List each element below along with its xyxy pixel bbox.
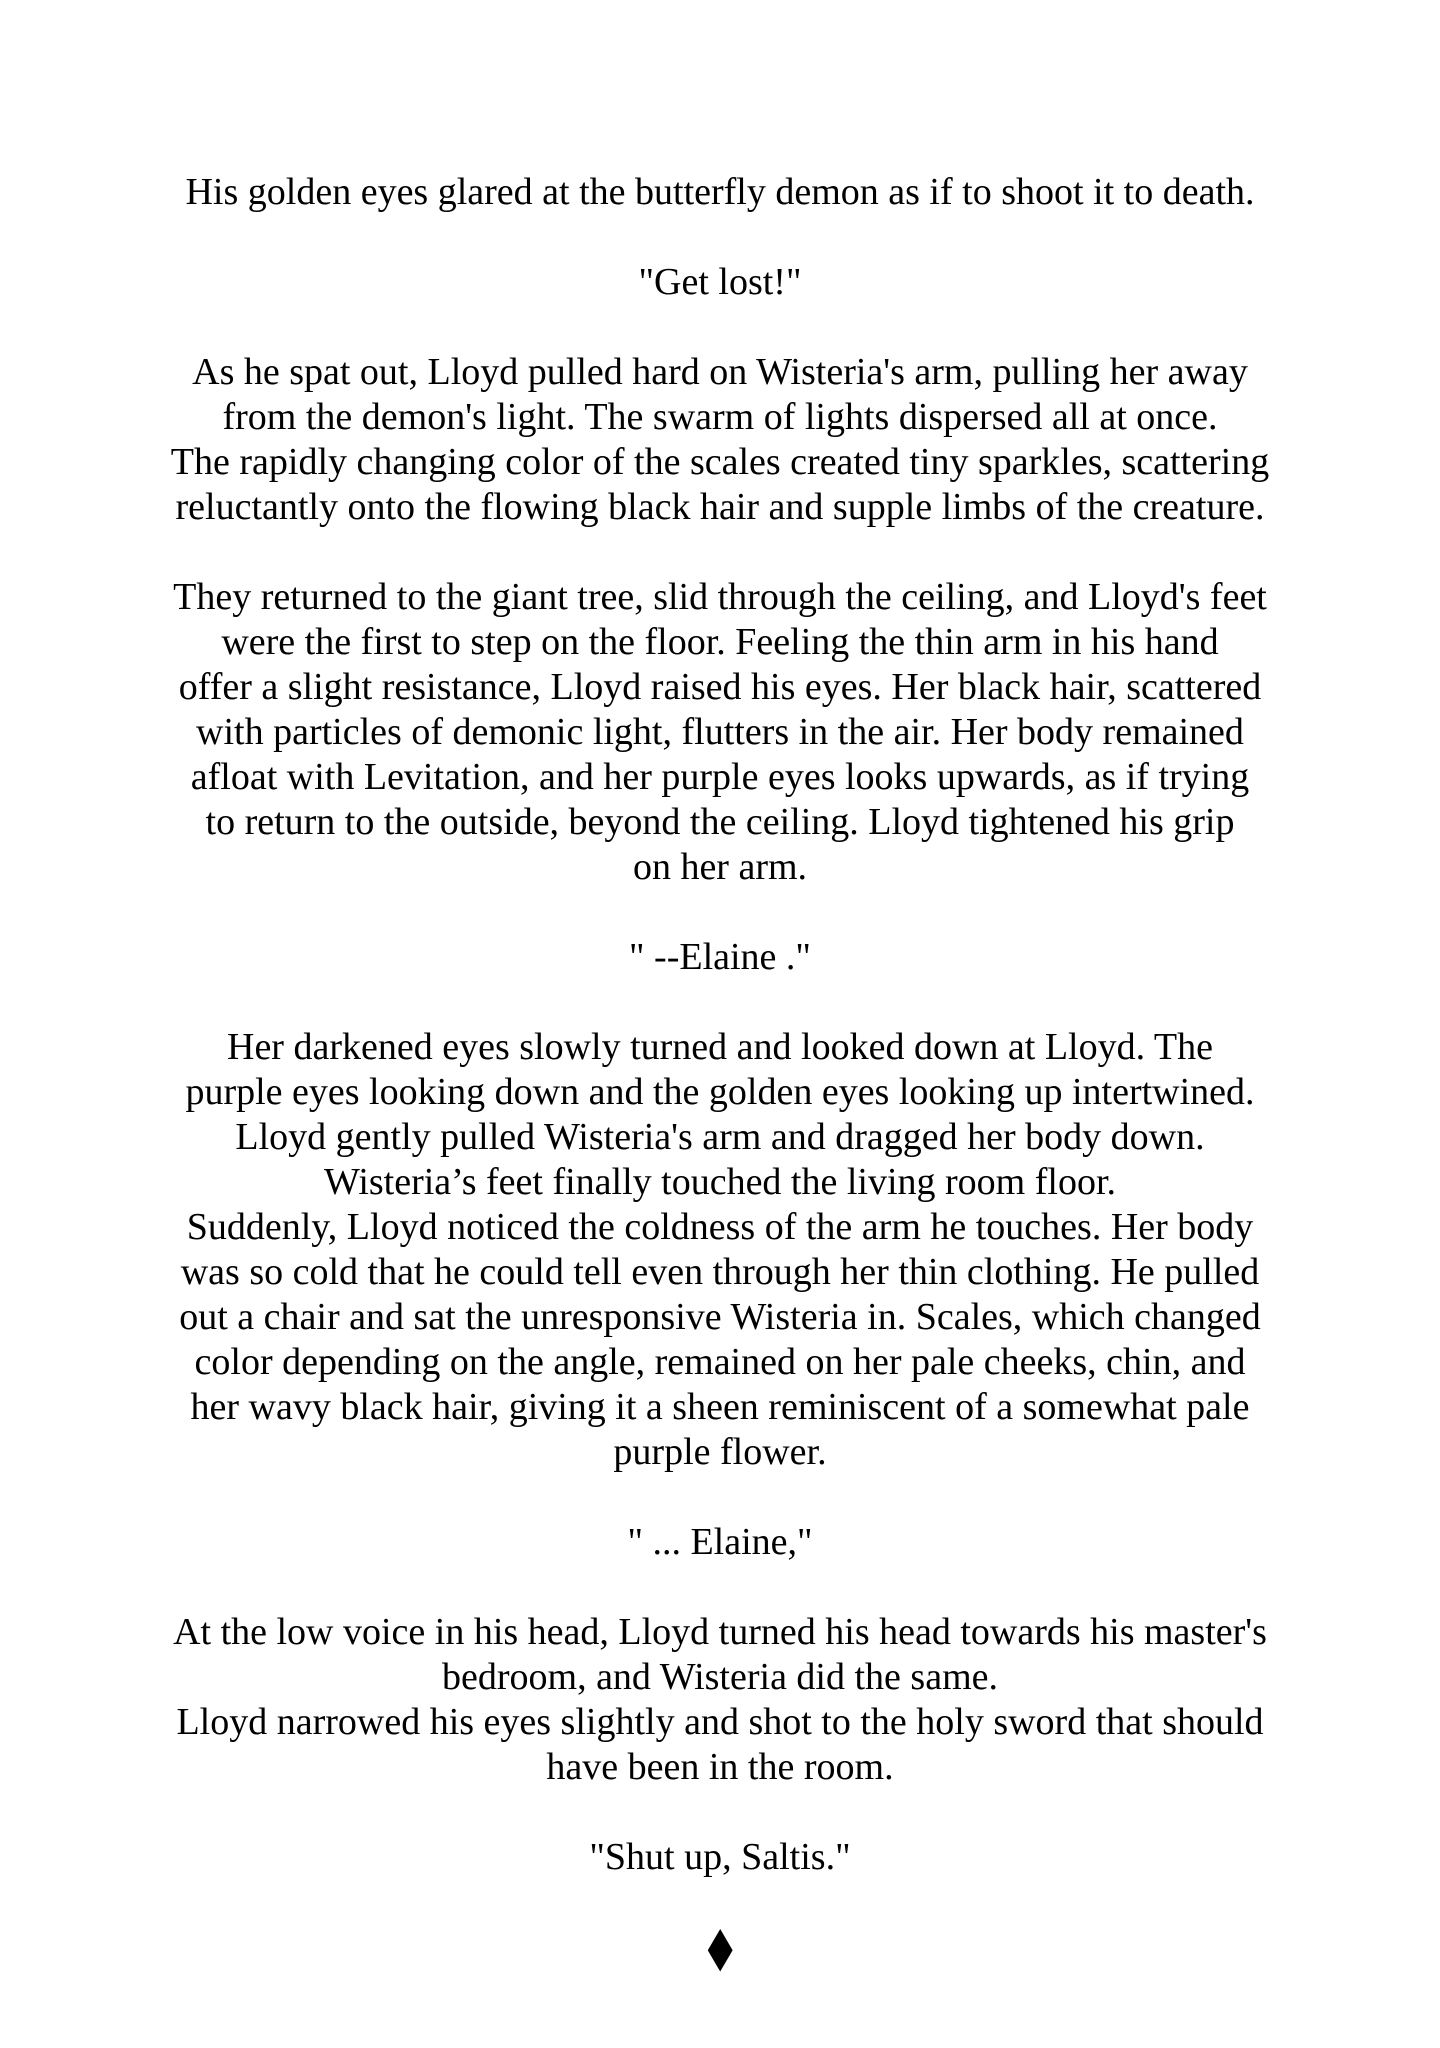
paragraph [88,935,1352,980]
paragraph [88,350,1352,530]
text-line: from the demon's light. The swarm of lights dispersed all at once. [222,396,1218,438]
text-line: purple flower. [613,1431,827,1473]
text-line: her wavy black hair, giving it a sheen reminiscent of a somewhat pale [190,1386,1250,1428]
text-line: His golden eyes glared at the butterfly demon as if to shoot it to death. [185,171,1255,213]
text-line: offer a slight resistance, Lloyd raised his eyes. Her black hair, scattered [178,666,1262,708]
text-line: purple eyes looking down and the golden eyes looking up intertwined. [185,1071,1255,1113]
text-line: As he spat out, Lloyd pulled hard on Wisteria's arm, pulling her away [192,351,1248,393]
text-line: Suddenly, Lloyd noticed the coldness of the arm he touches. Her body [186,1206,1254,1248]
text-line: were the first to step on the floor. Feeling the thin arm in his hand [221,621,1219,663]
paragraph [88,260,1352,305]
text-line: have been in the room. [546,1746,894,1788]
text-line: Lloyd narrowed his eyes slightly and shot to the holy sword that should [176,1701,1264,1743]
scene-break [88,1917,1352,1986]
text-line: The rapidly changing color of the scales created tiny sparkles, scattering [170,441,1270,483]
text-line: At the low voice in his head, Lloyd turned his head towards his master's [173,1611,1267,1653]
text-line: "Get lost!" [638,261,802,303]
text-line: " --Elaine ." [629,936,811,978]
text-line: Lloyd gently pulled Wisteria's arm and dragged her body down. [235,1116,1205,1158]
paragraph [88,1520,1352,1565]
paragraph [88,575,1352,890]
text-line: out a chair and sat the unresponsive Wisteria in. Scales, which changed [179,1296,1261,1338]
text-line: color depending on the angle, remained on her pale cheeks, chin, and [194,1341,1246,1383]
text-line: Her darkened eyes slowly turned and looked down at Lloyd. The [227,1026,1213,1068]
paragraph [88,1025,1352,1475]
text-line: to return to the outside, beyond the ceiling. Lloyd tightened his grip [205,801,1235,843]
paragraph [88,1835,1352,1880]
text-line: with particles of demonic light, flutters in the air. Her body remained [196,711,1244,753]
text-line: reluctantly onto the flowing black hair and supple limbs of the creature. [175,486,1265,528]
text-line: on her arm. [632,846,808,888]
text-line: was so cold that he could tell even through her thin clothing. He pulled [180,1251,1260,1293]
paragraph [88,1610,1352,1790]
text-line: They returned to the giant tree, slid through the ceiling, and Lloyd's feet [173,576,1267,618]
text-line: bedroom, and Wisteria did the same. [441,1656,998,1698]
scene-break-diamond-icon: ♦ [700,1917,740,1986]
text-line: " ... Elaine," [627,1521,813,1563]
paragraph [88,170,1352,215]
text-line: Wisteria’s feet finally touched the living room floor. [323,1161,1117,1203]
text-line: afloat with Levitation, and her purple eyes looks upwards, as if trying [190,756,1250,798]
text-line: "Shut up, Saltis." [589,1836,851,1878]
